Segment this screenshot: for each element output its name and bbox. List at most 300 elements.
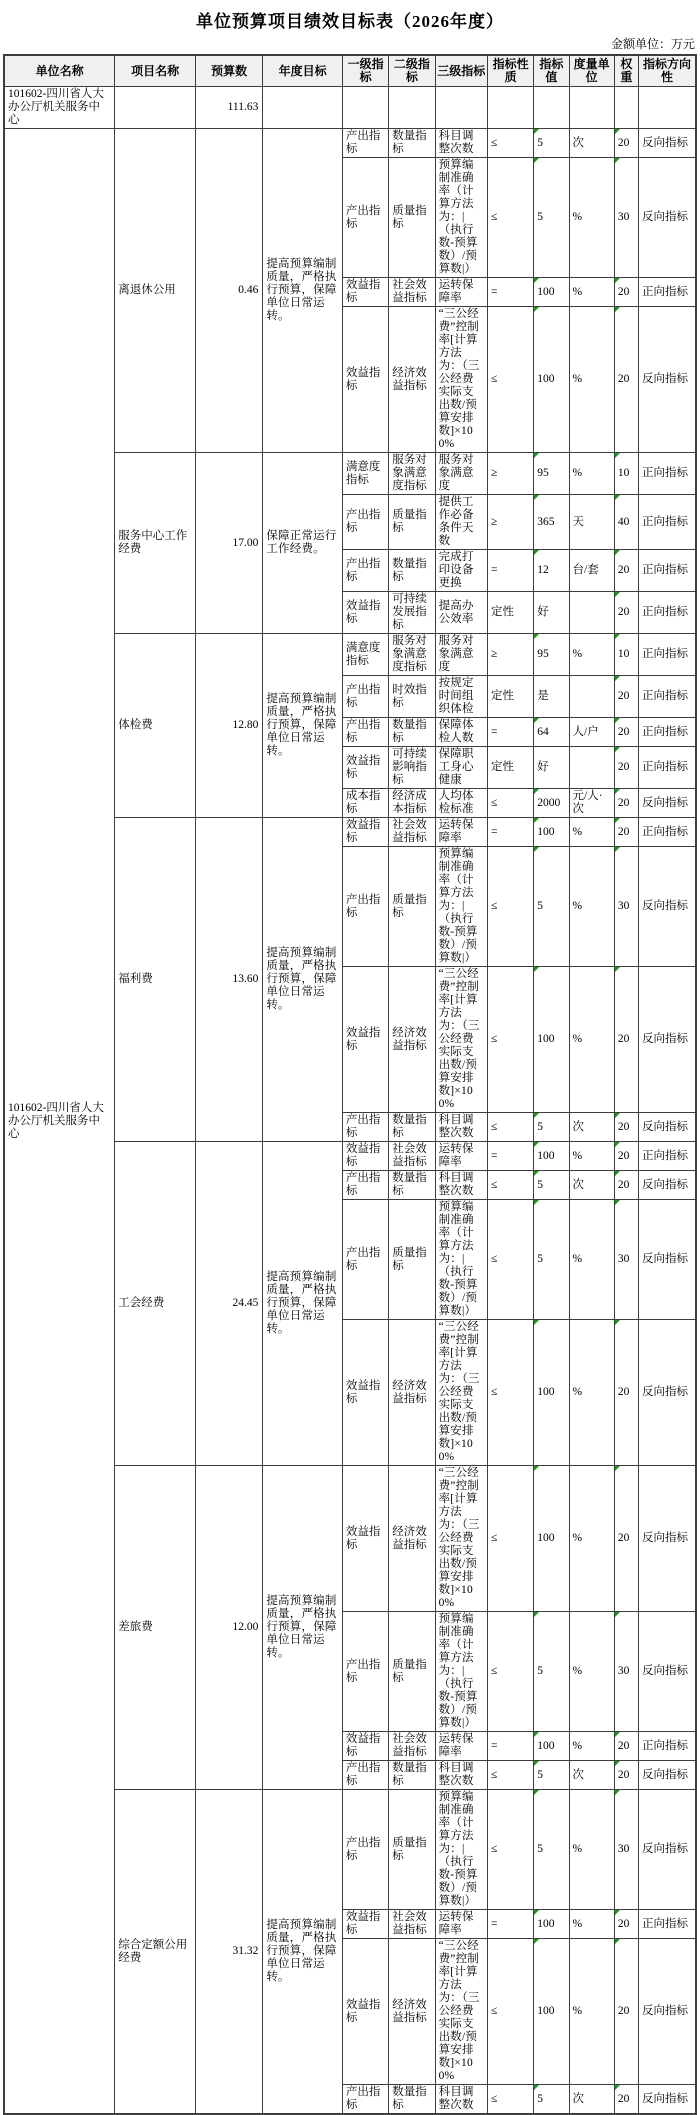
cell-measure-unit-text: % — [572, 1149, 583, 1162]
cell-level1-indicator — [342, 1732, 388, 1761]
cell-indicator-nature — [487, 676, 533, 718]
column-header-0: 单位名称 — [4, 55, 115, 87]
cell-level2-indicator-text: 服务对象满意度指标 — [392, 635, 427, 673]
cell-indicator-nature — [487, 2085, 533, 2115]
cell-measure-unit-text: 人/户 — [572, 725, 599, 738]
cell-level1-indicator — [342, 967, 388, 1113]
cell-weight-text: 30 — [617, 1843, 630, 1855]
cell-level2-indicator — [389, 2085, 435, 2115]
green-triangle-icon — [534, 1466, 539, 1471]
cell-budget-total-text: 111.63 — [227, 101, 259, 113]
cell-weight — [614, 1790, 638, 1910]
cell-level2-indicator-text: 数量指标 — [392, 130, 427, 155]
cell-level1-indicator — [342, 747, 388, 789]
cell-indicator-nature-text: = — [490, 1739, 498, 1752]
cell-weight-text: 20 — [617, 1149, 630, 1162]
cell-weight-text: 20 — [617, 1917, 630, 1930]
cell-indicator-nature-text: ≤ — [490, 1178, 498, 1191]
cell-direction — [639, 847, 696, 967]
cell-measure-unit-text: % — [572, 900, 583, 912]
cell-indicator-value — [534, 1113, 569, 1142]
cell-indicator-nature-text: ≤ — [490, 2092, 498, 2105]
cell-weight-text: 20 — [617, 725, 630, 738]
cell-weight — [614, 495, 638, 550]
cell-weight-text: 30 — [617, 900, 630, 912]
cell-indicator-value-text: 100 — [537, 1917, 555, 1930]
green-triangle-icon — [615, 1320, 620, 1325]
cell-direction — [639, 1761, 696, 1790]
cell-measure-unit-text: % — [572, 1532, 583, 1544]
cell-level1-indicator — [342, 1113, 388, 1142]
cell-level1-indicator-text: 效益指标 — [345, 1525, 381, 1551]
table-body — [4, 87, 696, 2115]
cell-project-name — [115, 1790, 196, 2115]
cell-indicator-nature — [487, 453, 533, 495]
cell-direction — [639, 129, 696, 158]
cell-annual-goal-text: 提高预算编制质量，严格执行预算，保障单位日常运转。 — [266, 947, 337, 1011]
cell-measure-unit — [569, 2085, 614, 2115]
cell-measure-unit-text: % — [572, 373, 583, 385]
cell-level1-indicator — [342, 1939, 388, 2085]
cell-level3-indicator — [435, 278, 487, 307]
green-triangle-icon — [534, 1910, 539, 1915]
cell-indicator-value — [534, 129, 569, 158]
cell-weight — [614, 307, 638, 453]
cell-indicator-nature — [487, 278, 533, 307]
cell-level3-indicator — [435, 1790, 487, 1910]
cell-level1-indicator-text: 产出指标 — [345, 2086, 381, 2111]
cell-level2-indicator-text: 数量指标 — [392, 2086, 427, 2111]
cell-indicator-nature-text: ≤ — [490, 136, 498, 149]
cell-project-name-text: 综合定额公用经费 — [118, 1938, 188, 1964]
cell-indicator-value-text: 64 — [537, 725, 549, 738]
cell-weight-text: 20 — [617, 1033, 630, 1045]
cell-direction-text: 反向指标 — [642, 1178, 689, 1191]
cell-indicator-nature-text: = — [490, 725, 498, 738]
cell-level1-indicator-text: 产出指标 — [345, 130, 381, 155]
green-triangle-icon — [615, 307, 620, 312]
cell-level2-indicator — [389, 847, 435, 967]
cell-level2-indicator — [389, 1732, 435, 1761]
cell-project-name — [115, 453, 196, 634]
cell-indicator-value-text: 5 — [537, 1665, 544, 1677]
cell-indicator-value — [534, 1200, 569, 1320]
cell-indicator-nature-text: = — [490, 285, 498, 298]
cell-level2-indicator-text: 经济效益指标 — [392, 1998, 427, 2024]
cell-weight-text: 20 — [617, 564, 630, 576]
green-triangle-icon — [615, 718, 620, 723]
cell-measure-unit-text: % — [572, 825, 583, 838]
cell-indicator-nature — [487, 1939, 533, 2085]
cell-weight-text: 30 — [617, 1665, 630, 1677]
cell-direction-text: 正向指标 — [642, 761, 689, 773]
green-triangle-icon — [615, 789, 620, 794]
cell-indicator-nature — [487, 550, 533, 592]
cell-level2-indicator-text: 服务对象满意度指标 — [392, 454, 427, 492]
cell-budget-total — [195, 87, 262, 129]
cell-weight — [614, 718, 638, 747]
cell-direction — [639, 550, 696, 592]
cell-level2-indicator — [389, 129, 435, 158]
cell-measure-unit-text: % — [572, 1386, 583, 1398]
money-unit-label: 金额单位：万元 — [610, 37, 695, 51]
cell-level1-indicator — [342, 1612, 388, 1732]
cell-level2-indicator — [389, 1612, 435, 1732]
cell-weight-text: 20 — [617, 2092, 630, 2105]
green-triangle-icon — [534, 129, 539, 134]
cell-indicator-value — [534, 1761, 569, 1790]
cell-level2-indicator-text: 经济效益指标 — [392, 1379, 427, 1405]
cell-indicator-nature-text: ≥ — [490, 467, 498, 479]
cell-weight — [614, 550, 638, 592]
green-triangle-icon — [615, 129, 620, 134]
cell-annual-goal-text: 保障正常运行工作经费。 — [266, 530, 337, 555]
cell-weight-text: 20 — [617, 825, 630, 838]
budget-performance-page — [0, 7, 700, 2115]
cell-level3-indicator — [435, 718, 487, 747]
cell-budget-text: 13.60 — [232, 973, 259, 985]
cell-measure-unit-text: 次 — [572, 2092, 585, 2105]
cell-level1-indicator-text: 满意度指标 — [345, 460, 381, 486]
green-triangle-icon — [615, 1910, 620, 1915]
green-triangle-icon — [615, 847, 620, 852]
cell-annual-goal — [263, 1466, 343, 1790]
cell-level2-indicator-text: 数量指标 — [392, 557, 427, 583]
cell-measure-unit — [569, 847, 614, 967]
column-header-1: 项目名称 — [115, 55, 196, 87]
green-triangle-icon — [534, 1790, 539, 1795]
cell-annual-goal-text: 提高预算编制质量，严格执行预算，保障单位日常运转。 — [266, 1919, 337, 1983]
cell-level2-indicator — [389, 718, 435, 747]
cell-direction-text: 正向指标 — [642, 515, 689, 528]
cell-level3-indicator — [435, 967, 487, 1113]
cell-level3-indicator-text: 运转保障率 — [438, 1733, 474, 1758]
cell-indicator-value-text: 100 — [537, 373, 555, 385]
cell-unit-name-text: 101602-四川省人大办公厅机关服务中心 — [8, 88, 104, 126]
cell-measure-unit-text: 次 — [572, 1178, 585, 1191]
cell-level1-indicator — [342, 1790, 388, 1910]
cell-indicator-nature — [487, 1761, 533, 1790]
unit-summary-row — [4, 87, 696, 129]
cell-level3-indicator — [435, 1761, 487, 1790]
green-triangle-icon — [615, 676, 620, 681]
cell-indicator-value-text: 365 — [537, 515, 555, 528]
cell-level1-indicator — [342, 87, 388, 129]
cell-indicator-nature — [487, 1466, 533, 1612]
cell-project-name-text: 工会经费 — [118, 1297, 165, 1309]
green-triangle-icon — [615, 592, 620, 597]
cell-level3-indicator-text: 服务对象满意度 — [438, 454, 474, 492]
cell-level3-indicator-text: 完成打印设备更换 — [438, 551, 474, 589]
cell-level3-indicator-text: “三公经费”控制率[计算方法为：（三公经费实际支出数/预算安排数]×100% — [438, 1321, 480, 1463]
cell-weight — [614, 1939, 638, 2085]
cell-indicator-value-text: 100 — [537, 285, 555, 298]
cell-measure-unit — [569, 718, 614, 747]
cell-direction — [639, 818, 696, 847]
cell-level3-indicator-text: 保障体检人数 — [438, 719, 474, 744]
cell-weight — [614, 592, 638, 634]
cell-measure-unit — [569, 1200, 614, 1320]
cell-direction-text: 反向指标 — [642, 1843, 689, 1855]
cell-level3-indicator-text: 运转保障率 — [438, 279, 474, 304]
cell-unit-name — [4, 129, 115, 2115]
cell-indicator-value-text: 100 — [537, 825, 555, 838]
cell-budget — [195, 1142, 262, 1466]
cell-direction-text: 正向指标 — [642, 648, 689, 660]
cell-direction — [639, 718, 696, 747]
cell-weight — [614, 676, 638, 718]
cell-measure-unit — [569, 1113, 614, 1142]
column-header-8: 指标值 — [534, 55, 569, 87]
green-triangle-icon — [615, 278, 620, 283]
cell-level3-indicator-text: 科目调整次数 — [438, 130, 474, 155]
cell-annual-goal — [263, 634, 343, 818]
green-triangle-icon — [615, 453, 620, 458]
cell-level1-indicator — [342, 129, 388, 158]
green-triangle-icon — [534, 158, 539, 163]
cell-indicator-nature-text: ≤ — [490, 1768, 498, 1781]
cell-level3-indicator-text: 运转保障率 — [438, 1143, 474, 1168]
cell-level2-indicator-text: 社会效益指标 — [392, 819, 427, 844]
cell-indicator-nature — [487, 1910, 533, 1939]
cell-measure-unit — [569, 1142, 614, 1171]
cell-direction — [639, 1732, 696, 1761]
cell-level1-indicator — [342, 1142, 388, 1171]
cell-project-name-text: 离退休公用 — [118, 284, 176, 296]
cell-direction-text: 反向指标 — [642, 1033, 689, 1045]
cell-level2-indicator-text: 经济成本指标 — [392, 790, 427, 815]
cell-annual-goal — [263, 818, 343, 1142]
cell-level1-indicator — [342, 495, 388, 550]
cell-indicator-value — [534, 676, 569, 718]
green-triangle-icon — [534, 718, 539, 723]
cell-direction — [639, 2085, 696, 2115]
cell-level1-indicator — [342, 1761, 388, 1790]
green-triangle-icon — [534, 967, 539, 972]
cell-indicator-nature — [487, 87, 533, 129]
cell-measure-unit-text: % — [572, 1843, 583, 1855]
cell-indicator-nature — [487, 1200, 533, 1320]
cell-weight-text: 10 — [617, 467, 630, 479]
cell-indicator-value — [534, 1910, 569, 1939]
cell-measure-unit-text: % — [572, 648, 583, 660]
cell-indicator-value-text: 5 — [537, 2092, 544, 2105]
cell-measure-unit — [569, 1612, 614, 1732]
cell-indicator-value — [534, 718, 569, 747]
cell-level1-indicator — [342, 1910, 388, 1939]
cell-indicator-value — [534, 1171, 569, 1200]
cell-level1-indicator-text: 效益指标 — [345, 279, 381, 304]
cell-budget — [195, 634, 262, 818]
cell-indicator-nature-text: ≤ — [490, 796, 498, 809]
cell-unit-name — [4, 87, 115, 129]
cell-project-name — [115, 818, 196, 1142]
cell-direction-text: 反向指标 — [642, 2092, 689, 2105]
cell-level3-indicator-text: 科目调整次数 — [438, 1114, 474, 1139]
cell-level1-indicator-text: 效益指标 — [345, 1911, 381, 1936]
cell-weight-text: 20 — [617, 1120, 630, 1133]
green-triangle-icon — [615, 1939, 620, 1944]
cell-level3-indicator-text: 科目调整次数 — [438, 1172, 474, 1197]
cell-level1-indicator-text: 产出指标 — [345, 1246, 381, 1272]
green-triangle-icon — [534, 818, 539, 823]
cell-level2-indicator-text: 可持续发展指标 — [392, 593, 427, 631]
cell-indicator-nature-text: ≤ — [490, 1033, 498, 1045]
cell-direction — [639, 495, 696, 550]
green-triangle-icon — [534, 1320, 539, 1325]
cell-indicator-value-text: 100 — [537, 1033, 555, 1045]
cell-measure-unit-text: 台/套 — [572, 564, 599, 576]
green-triangle-icon — [615, 2085, 620, 2090]
cell-budget-text: 17.00 — [232, 536, 259, 549]
green-triangle-icon — [615, 1171, 620, 1176]
cell-indicator-nature-text: = — [490, 564, 498, 576]
green-triangle-icon — [615, 1612, 620, 1617]
cell-indicator-value — [534, 634, 569, 676]
cell-indicator-value — [534, 307, 569, 453]
cell-level2-indicator-text: 社会效益指标 — [392, 1143, 427, 1168]
cell-level2-indicator — [389, 676, 435, 718]
cell-level2-indicator-text: 数量指标 — [392, 1762, 427, 1787]
cell-level3-indicator-text: 服务对象满意度 — [438, 635, 474, 673]
cell-annual-goal — [263, 453, 343, 634]
cell-weight — [614, 847, 638, 967]
cell-measure-unit — [569, 1171, 614, 1200]
cell-level3-indicator — [435, 1171, 487, 1200]
cell-indicator-value-text: 5 — [537, 1253, 544, 1265]
cell-weight — [614, 1910, 638, 1939]
cell-indicator-value-text: 100 — [537, 1739, 555, 1752]
cell-level3-indicator-text: 保障职工身心健康 — [438, 748, 474, 786]
cell-indicator-nature — [487, 495, 533, 550]
cell-level3-indicator — [435, 87, 487, 129]
cell-level3-indicator-text: 提高办公效率 — [438, 599, 474, 625]
cell-level1-indicator-text: 产出指标 — [345, 1172, 381, 1197]
cell-direction — [639, 676, 696, 718]
cell-level2-indicator-text: 质量指标 — [392, 509, 427, 534]
cell-indicator-nature — [487, 1612, 533, 1732]
cell-level1-indicator — [342, 789, 388, 818]
cell-direction — [639, 1200, 696, 1320]
cell-level3-indicator-text: 预算编制准确率（计算方法为：|（执行数-预算数）/预算数|） — [438, 1791, 478, 1907]
column-header-2: 预算数 — [195, 55, 262, 87]
cell-direction-text: 反向指标 — [642, 900, 689, 912]
cell-indicator-value-text: 5 — [537, 1120, 544, 1133]
cell-indicator-nature-text: ≤ — [490, 2005, 498, 2017]
cell-level2-indicator-text: 质量指标 — [392, 1246, 427, 1272]
green-triangle-icon — [534, 2085, 539, 2090]
cell-indicator-value — [534, 789, 569, 818]
cell-indicator-value-text: 5 — [537, 211, 544, 223]
cell-weight — [614, 278, 638, 307]
cell-level3-indicator — [435, 1320, 487, 1466]
cell-annual-goal-text: 提高预算编制质量，严格执行预算，保障单位日常运转。 — [266, 258, 337, 322]
green-triangle-icon — [615, 818, 620, 823]
cell-level1-indicator-text: 产出指标 — [345, 204, 381, 230]
cell-indicator-value — [534, 453, 569, 495]
cell-measure-unit-text: 次 — [572, 1768, 585, 1781]
cell-level1-indicator-text: 产出指标 — [345, 1836, 381, 1862]
cell-indicator-nature — [487, 307, 533, 453]
cell-measure-unit — [569, 1732, 614, 1761]
cell-measure-unit — [569, 278, 614, 307]
cell-measure-unit — [569, 1466, 614, 1612]
cell-indicator-value — [534, 747, 569, 789]
cell-weight-text: 20 — [617, 1768, 630, 1781]
cell-level1-indicator-text: 满意度指标 — [345, 641, 381, 667]
cell-level1-indicator — [342, 1320, 388, 1466]
cell-indicator-value-text: 5 — [537, 1843, 544, 1855]
cell-level1-indicator-text: 产出指标 — [345, 719, 381, 744]
green-triangle-icon — [615, 634, 620, 639]
cell-measure-unit-text: % — [572, 1665, 583, 1677]
cell-level1-indicator-text: 产出指标 — [345, 509, 381, 534]
cell-level3-indicator-text: 预算编制准确率（计算方法为：|（执行数-预算数）/预算数|） — [438, 1613, 478, 1729]
cell-level3-indicator-text: “三公经费”控制率[计算方法为：（三公经费实际支出数/预算安排数]×100% — [438, 1940, 480, 2082]
cell-weight-text: 20 — [617, 761, 630, 773]
cell-level2-indicator — [389, 1171, 435, 1200]
cell-direction — [639, 87, 696, 129]
cell-direction — [639, 1320, 696, 1466]
cell-level1-indicator-text: 效益指标 — [345, 599, 381, 625]
cell-project-name — [115, 634, 196, 818]
cell-direction — [639, 1113, 696, 1142]
cell-budget — [195, 129, 262, 453]
cell-measure-unit-text: % — [572, 2005, 583, 2017]
cell-level3-indicator — [435, 818, 487, 847]
cell-level2-indicator — [389, 818, 435, 847]
green-triangle-icon — [534, 1612, 539, 1617]
cell-indicator-nature — [487, 129, 533, 158]
cell-project-name — [115, 87, 196, 129]
cell-weight — [614, 789, 638, 818]
cell-level3-indicator-text: 提供工作必备条件天数 — [438, 496, 474, 547]
cell-level1-indicator-text: 产出指标 — [345, 557, 381, 583]
cell-level3-indicator-text: 预算编制准确率（计算方法为：|（执行数-预算数）/预算数|） — [438, 159, 478, 275]
cell-level1-indicator — [342, 158, 388, 278]
cell-level3-indicator — [435, 634, 487, 676]
cell-level1-indicator-text: 产出指标 — [345, 893, 381, 919]
cell-indicator-value-text: 95 — [537, 648, 549, 660]
cell-measure-unit-text: 次 — [572, 1120, 585, 1133]
column-header-11: 指标方向性 — [639, 55, 696, 87]
cell-level2-indicator — [389, 158, 435, 278]
column-header-4: 一级指标 — [342, 55, 388, 87]
cell-weight-text: 30 — [617, 1253, 630, 1265]
indicator-row — [4, 129, 696, 158]
green-triangle-icon — [534, 1200, 539, 1205]
cell-level1-indicator-text: 产出指标 — [345, 683, 381, 709]
cell-measure-unit-text: % — [572, 211, 583, 223]
green-triangle-icon — [534, 1939, 539, 1944]
cell-indicator-nature — [487, 1142, 533, 1171]
cell-indicator-value — [534, 592, 569, 634]
cell-project-name-text: 体检费 — [118, 719, 153, 731]
cell-direction — [639, 592, 696, 634]
cell-indicator-nature — [487, 158, 533, 278]
cell-direction-text: 反向指标 — [642, 2005, 689, 2017]
cell-direction-text: 正向指标 — [642, 725, 689, 738]
cell-level1-indicator-text: 效益指标 — [345, 1026, 381, 1052]
cell-weight-text: 20 — [617, 690, 630, 702]
cell-level1-indicator-text: 产出指标 — [345, 1762, 381, 1787]
green-triangle-icon — [615, 1790, 620, 1795]
cell-indicator-nature — [487, 1171, 533, 1200]
cell-indicator-value — [534, 87, 569, 129]
cell-measure-unit-text: 元/人·次 — [572, 790, 603, 815]
green-triangle-icon — [534, 1113, 539, 1118]
cell-indicator-nature-text: ≤ — [490, 1665, 498, 1677]
